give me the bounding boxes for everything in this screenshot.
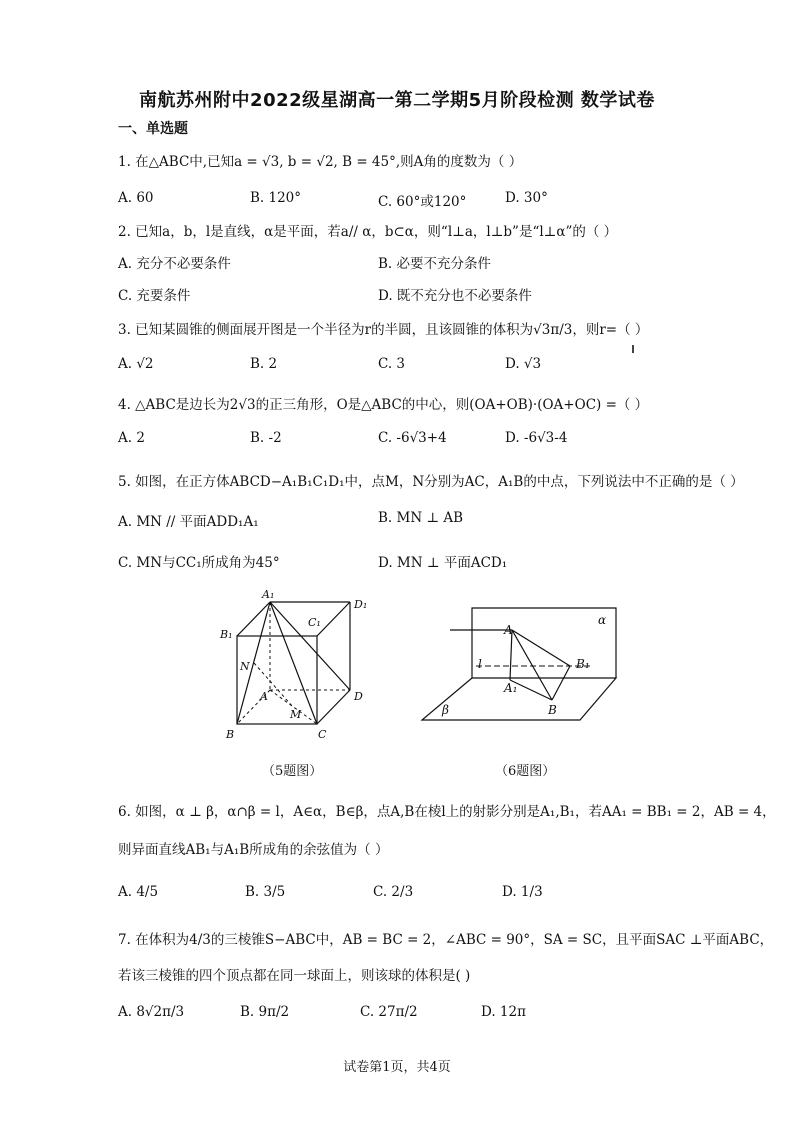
cube-edge-cd: [317, 690, 350, 724]
question-1-stem: 1. 在△ABC中,已知a = √3, b = √2, B = 45°,则A角的度数为（ ）: [118, 154, 523, 170]
segment-aa1: [510, 630, 512, 680]
section-heading: 一、单选题: [118, 121, 188, 137]
label-a: A: [504, 623, 513, 637]
q3-option-c: C. 3: [378, 356, 406, 372]
q1-option-d: D. 30°: [505, 190, 548, 206]
q3-option-d: D. √3: [505, 356, 542, 372]
q6-option-a: A. 4/5: [118, 884, 159, 900]
question-7-stem-2: 若该三棱锥的四个顶点都在同一球面上，则该球的体积是( ): [118, 968, 471, 984]
question-6-stem: 6. 如图，α ⊥ β，α∩β = l，A∈α，B∈β，点A,B在棱l上的射影分别是A₁,B₁，若AA₁ = BB₁ = 2，AB = 4，: [118, 804, 776, 820]
q1-option-c: C. 60°或120°: [378, 194, 467, 210]
q7-option-a: A. 8√2π/3: [118, 1004, 185, 1020]
figure-6-planes: [420, 600, 620, 730]
plane-alpha: [472, 608, 616, 678]
question-6-stem-2: 则异面直线AB₁与A₁B所成角的余弦值为（ ）: [118, 842, 389, 858]
label-b: B: [226, 728, 235, 741]
q6-option-d: D. 1/3: [502, 884, 543, 900]
q1-option-a: A. 60: [118, 190, 154, 206]
label-b: B: [548, 703, 557, 717]
figure-5-caption: （5题图）: [262, 764, 323, 779]
q3-option-b: B. 2: [250, 356, 278, 372]
q4-option-d: D. -6√3-4: [505, 430, 568, 446]
q5-option-b: B. MN ⊥ AB: [378, 510, 464, 526]
label-c: C: [318, 728, 327, 741]
q7-option-c: C. 27π/2: [360, 1004, 418, 1020]
q7-option-b: B. 9π/2: [240, 1004, 290, 1020]
q6-option-b: B. 3/5: [245, 884, 286, 900]
question-4-stem: 4. △ABC是边长为2√3的正三角形，O是△ABC的中心，则(OA+OB)·(OA+OC) =（ ）: [118, 397, 649, 413]
page-footer: 试卷第1页，共4页: [343, 1060, 451, 1075]
q2-option-b: B. 必要不充分条件: [378, 256, 492, 272]
q4-option-c: C. -6√3+4: [378, 430, 447, 446]
scan-mark: [632, 345, 634, 353]
q3-option-a: A. √2: [118, 356, 154, 372]
segment-ab1: [512, 630, 570, 666]
label-b1: B₁: [220, 628, 233, 641]
label-a: A: [260, 690, 268, 703]
q2-option-d: D. 既不充分也不必要条件: [378, 288, 532, 304]
label-b1: B₁: [576, 657, 590, 671]
label-l: l: [478, 657, 482, 671]
label-d1: D₁: [354, 598, 368, 611]
question-7-stem: 7. 在体积为4/3的三棱锥S−ABC中，AB = BC = 2，∠ABC = 90°，SA = SC，且平面SAC ⊥平面ABC，: [118, 932, 774, 948]
q7-option-d: D. 12π: [481, 1004, 526, 1020]
label-n: N: [240, 660, 250, 673]
label-a1: A₁: [504, 681, 518, 695]
label-alpha: α: [598, 613, 607, 627]
segment-b1b: [552, 666, 570, 700]
label-c1: C₁: [308, 616, 321, 629]
figure-5-cube: [210, 588, 385, 748]
q1-option-b: B. 120°: [250, 190, 302, 206]
question-2-stem: 2. 已知a，b，l是直线，α是平面，若a// α，b⊂α，则“l⊥a，l⊥b”是“l⊥α”的（ ）: [118, 224, 618, 240]
q2-option-c: C. 充要条件: [118, 288, 191, 304]
figure-6-caption: （6题图）: [495, 764, 556, 779]
label-m: M: [290, 708, 302, 721]
label-a1: A₁: [262, 588, 275, 601]
cube-edge-c1d1: [317, 602, 350, 636]
q4-option-b: B. -2: [250, 430, 282, 446]
q4-option-a: A. 2: [118, 430, 145, 446]
page-title: 南航苏州附中2022级星湖高一第二学期5月阶段检测 数学试卷: [139, 90, 655, 111]
q2-option-a: A. 充分不必要条件: [118, 256, 231, 272]
question-3-stem: 3. 已知某圆锥的侧面展开图是一个半径为r的半圆，且该圆锥的体积为√3π/3，则r=（ ）: [118, 322, 649, 338]
label-beta: β: [442, 703, 449, 717]
segment-ab: [512, 630, 552, 700]
q5-option-a: A. MN // 平面ADD₁A₁: [118, 514, 259, 530]
question-5-stem: 5. 如图，在正方体ABCD−A₁B₁C₁D₁中，点M，N分别为AC，A₁B的中点，下列说法中不正确的是（ ）: [118, 474, 744, 490]
q6-option-c: C. 2/3: [373, 884, 414, 900]
label-d: D: [354, 690, 363, 703]
q5-option-d: D. MN ⊥ 平面ACD₁: [378, 555, 508, 571]
q5-option-c: C. MN与CC₁所成角为45°: [118, 555, 280, 571]
